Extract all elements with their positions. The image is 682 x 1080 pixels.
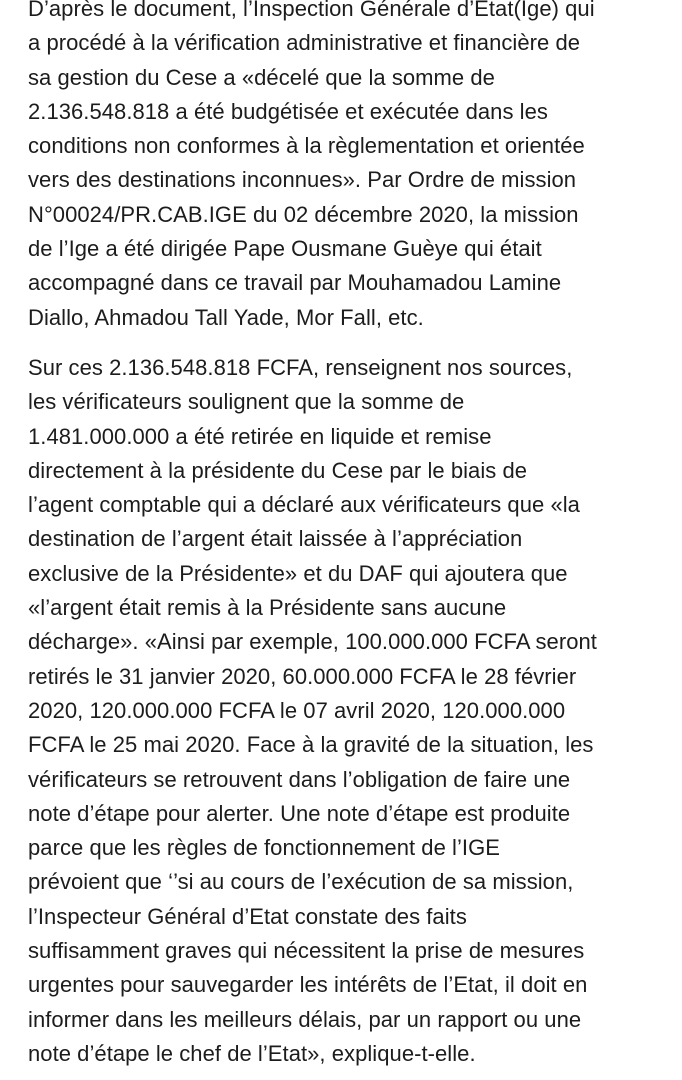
- text-line: l’Inspecteur Général d’Etat constate des faits: [28, 903, 467, 929]
- text-line: de l’Ige a été dirigée Pape Ousmane Guèye qui était: [28, 236, 542, 262]
- text-line: note d’étape pour alerter. Une note d’étape est produite: [28, 800, 571, 826]
- text-line: «l’argent était remis à la Présidente sans aucune: [28, 595, 507, 621]
- text-line: informer dans les meilleurs délais, par un rapport ou une: [28, 1006, 582, 1032]
- text-line: retirés le 31 janvier 2020, 60.000.000 FCFA le 28 février: [28, 663, 577, 689]
- text-line: accompagné dans ce travail par Mouhamadou Lamine: [28, 270, 562, 296]
- paragraph-2: [28, 351, 660, 1071]
- text-line: 2.136.548.818 a été budgétisée et exécutée dans les: [28, 98, 548, 124]
- text-line: a procédé à la vérification administrative et financière de: [28, 30, 581, 56]
- text-line: destination de l’argent était laissée à l’appréciation: [28, 526, 523, 552]
- text-line: note d’étape le chef de l’Etat», explique-t-elle.: [28, 1040, 476, 1066]
- text-line: conditions non conformes à la règlementation et orientée: [28, 133, 585, 159]
- text-line: FCFA le 25 mai 2020. Face à la gravité de la situation, les: [28, 732, 594, 758]
- text-line: directement à la présidente du Cese par le biais de: [28, 457, 528, 483]
- text-line: vérificateurs se retrouvent dans l’obligation de faire une: [28, 766, 571, 792]
- text-line: 2020, 120.000.000 FCFA le 07 avril 2020, 120.000.000: [28, 697, 566, 723]
- text-line: Sur ces 2.136.548.818 FCFA, renseignent nos sources,: [28, 354, 573, 380]
- text-line: Diallo, Ahmadou Tall Yade, Mor Fall, etc.: [28, 304, 424, 330]
- text-line: parce que les règles de fonctionnement de l’IGE: [28, 835, 500, 861]
- text-line: prévoient que ‘’si au cours de l’exécution de sa mission,: [28, 869, 574, 895]
- paragraph-1: [28, 0, 660, 335]
- text-line: urgentes pour sauvegarder les intérêts de l’Etat, il doit en: [28, 972, 588, 998]
- text-line: sa gestion du Cese a «décelé que la somme de: [28, 64, 495, 90]
- text-line: exclusive de la Présidente» et du DAF qui ajoutera que: [28, 560, 568, 586]
- text-line: D’après le document, l’Inspection Générale d’Etat(Ige) qui: [28, 0, 595, 21]
- text-line: les vérificateurs soulignent que la somme de: [28, 389, 465, 415]
- text-line: N°00024/PR.CAB.IGE du 02 décembre 2020, la mission: [28, 201, 579, 227]
- text-line: l’agent comptable qui a déclaré aux vérificateurs que «la: [28, 492, 580, 518]
- text-line: 1.481.000.000 a été retirée en liquide et remise: [28, 423, 492, 449]
- text-line: suffisamment graves qui nécessitent la prise de mesures: [28, 938, 585, 964]
- text-line: décharge». «Ainsi par exemple, 100.000.000 FCFA seront: [28, 629, 597, 655]
- text-line: vers des destinations inconnues». Par Ordre de mission: [28, 167, 577, 193]
